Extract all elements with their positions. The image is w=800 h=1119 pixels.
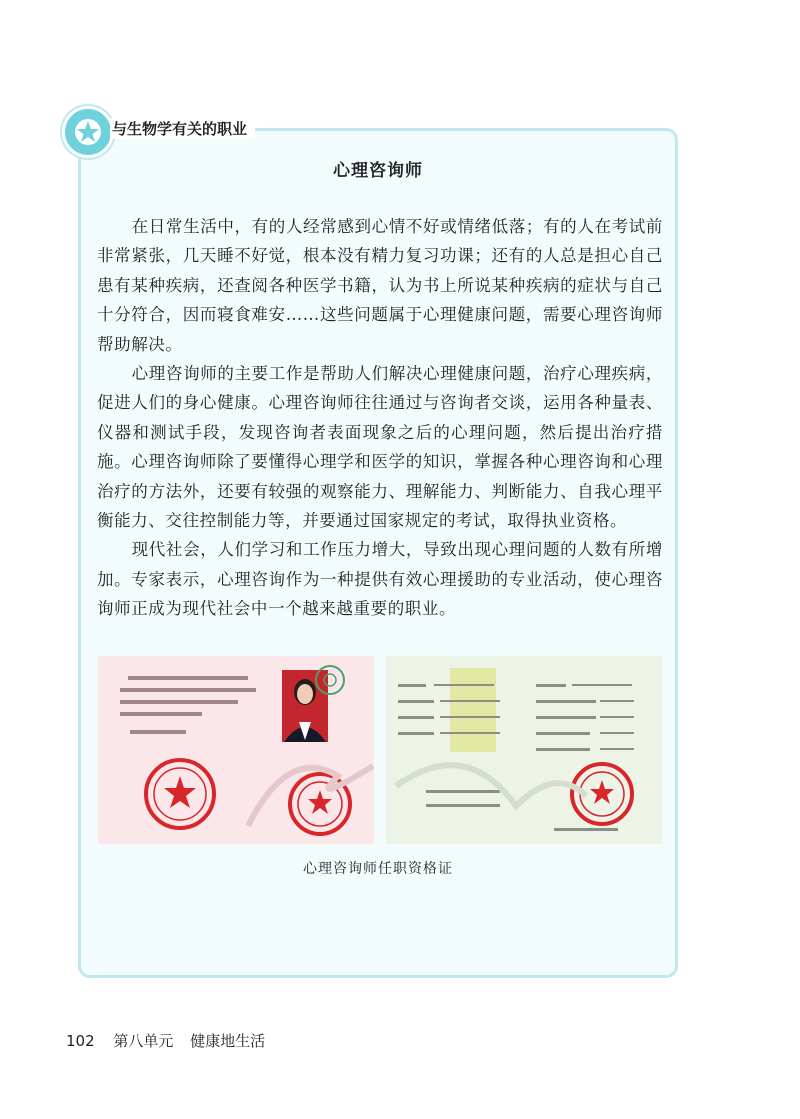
article-title: 心理咨询师 xyxy=(333,161,423,181)
unit-title: 健康地生活 xyxy=(190,1032,266,1050)
paragraph-1: 在日常生活中，有的人经常感到心情不好或情绪低落；有的人在考试前非常紧张，几天睡不好觉，根本没有精力复习功课；还有的人总是担心自己患有某种疾病，还查阅各种医学书籍，认为书上所说某种疾病的症状与自己十分符合，因而寝食难安……这些问题属于心理健康问题，需要心理咨询师帮助解决。 xyxy=(97,217,663,354)
page-footer xyxy=(66,1030,265,1051)
section-title: 与生物学有关的职业 xyxy=(110,118,255,139)
certificate-right-image xyxy=(386,656,662,844)
unit-label: 第八单元 xyxy=(113,1032,174,1050)
article-body xyxy=(97,212,663,624)
page-number: 102 xyxy=(66,1032,95,1050)
figure-caption: 心理咨询师任职资格证 xyxy=(303,861,453,877)
certificate-left-image xyxy=(98,656,374,844)
paragraph-2: 心理咨询师的主要工作是帮助人们解决心理健康问题，治疗心理疾病，促进人们的身心健康。心理咨询师往往通过与咨询者交谈，运用各种量表、仪器和测试手段，发现咨询者表面现象之后的心理问题，然后提出治疗措施。心理咨询师除了要懂得心理学和医学的知识，掌握各种心理咨询和心理治疗的方法外，还要有较强的观察能力、理解能力、判断能力、自我心理平衡能力、交往控制能力等，并要通过国家规定的考试，取得执业资格。 xyxy=(97,364,663,531)
section-badge-icon xyxy=(62,106,114,158)
paragraph-3: 现代社会，人们学习和工作压力增大，导致出现心理问题的人数有所增加。专家表示，心理咨询作为一种提供有效心理援助的专业活动，使心理咨询师正成为现代社会中一个越来越重要的职业。 xyxy=(97,540,663,619)
